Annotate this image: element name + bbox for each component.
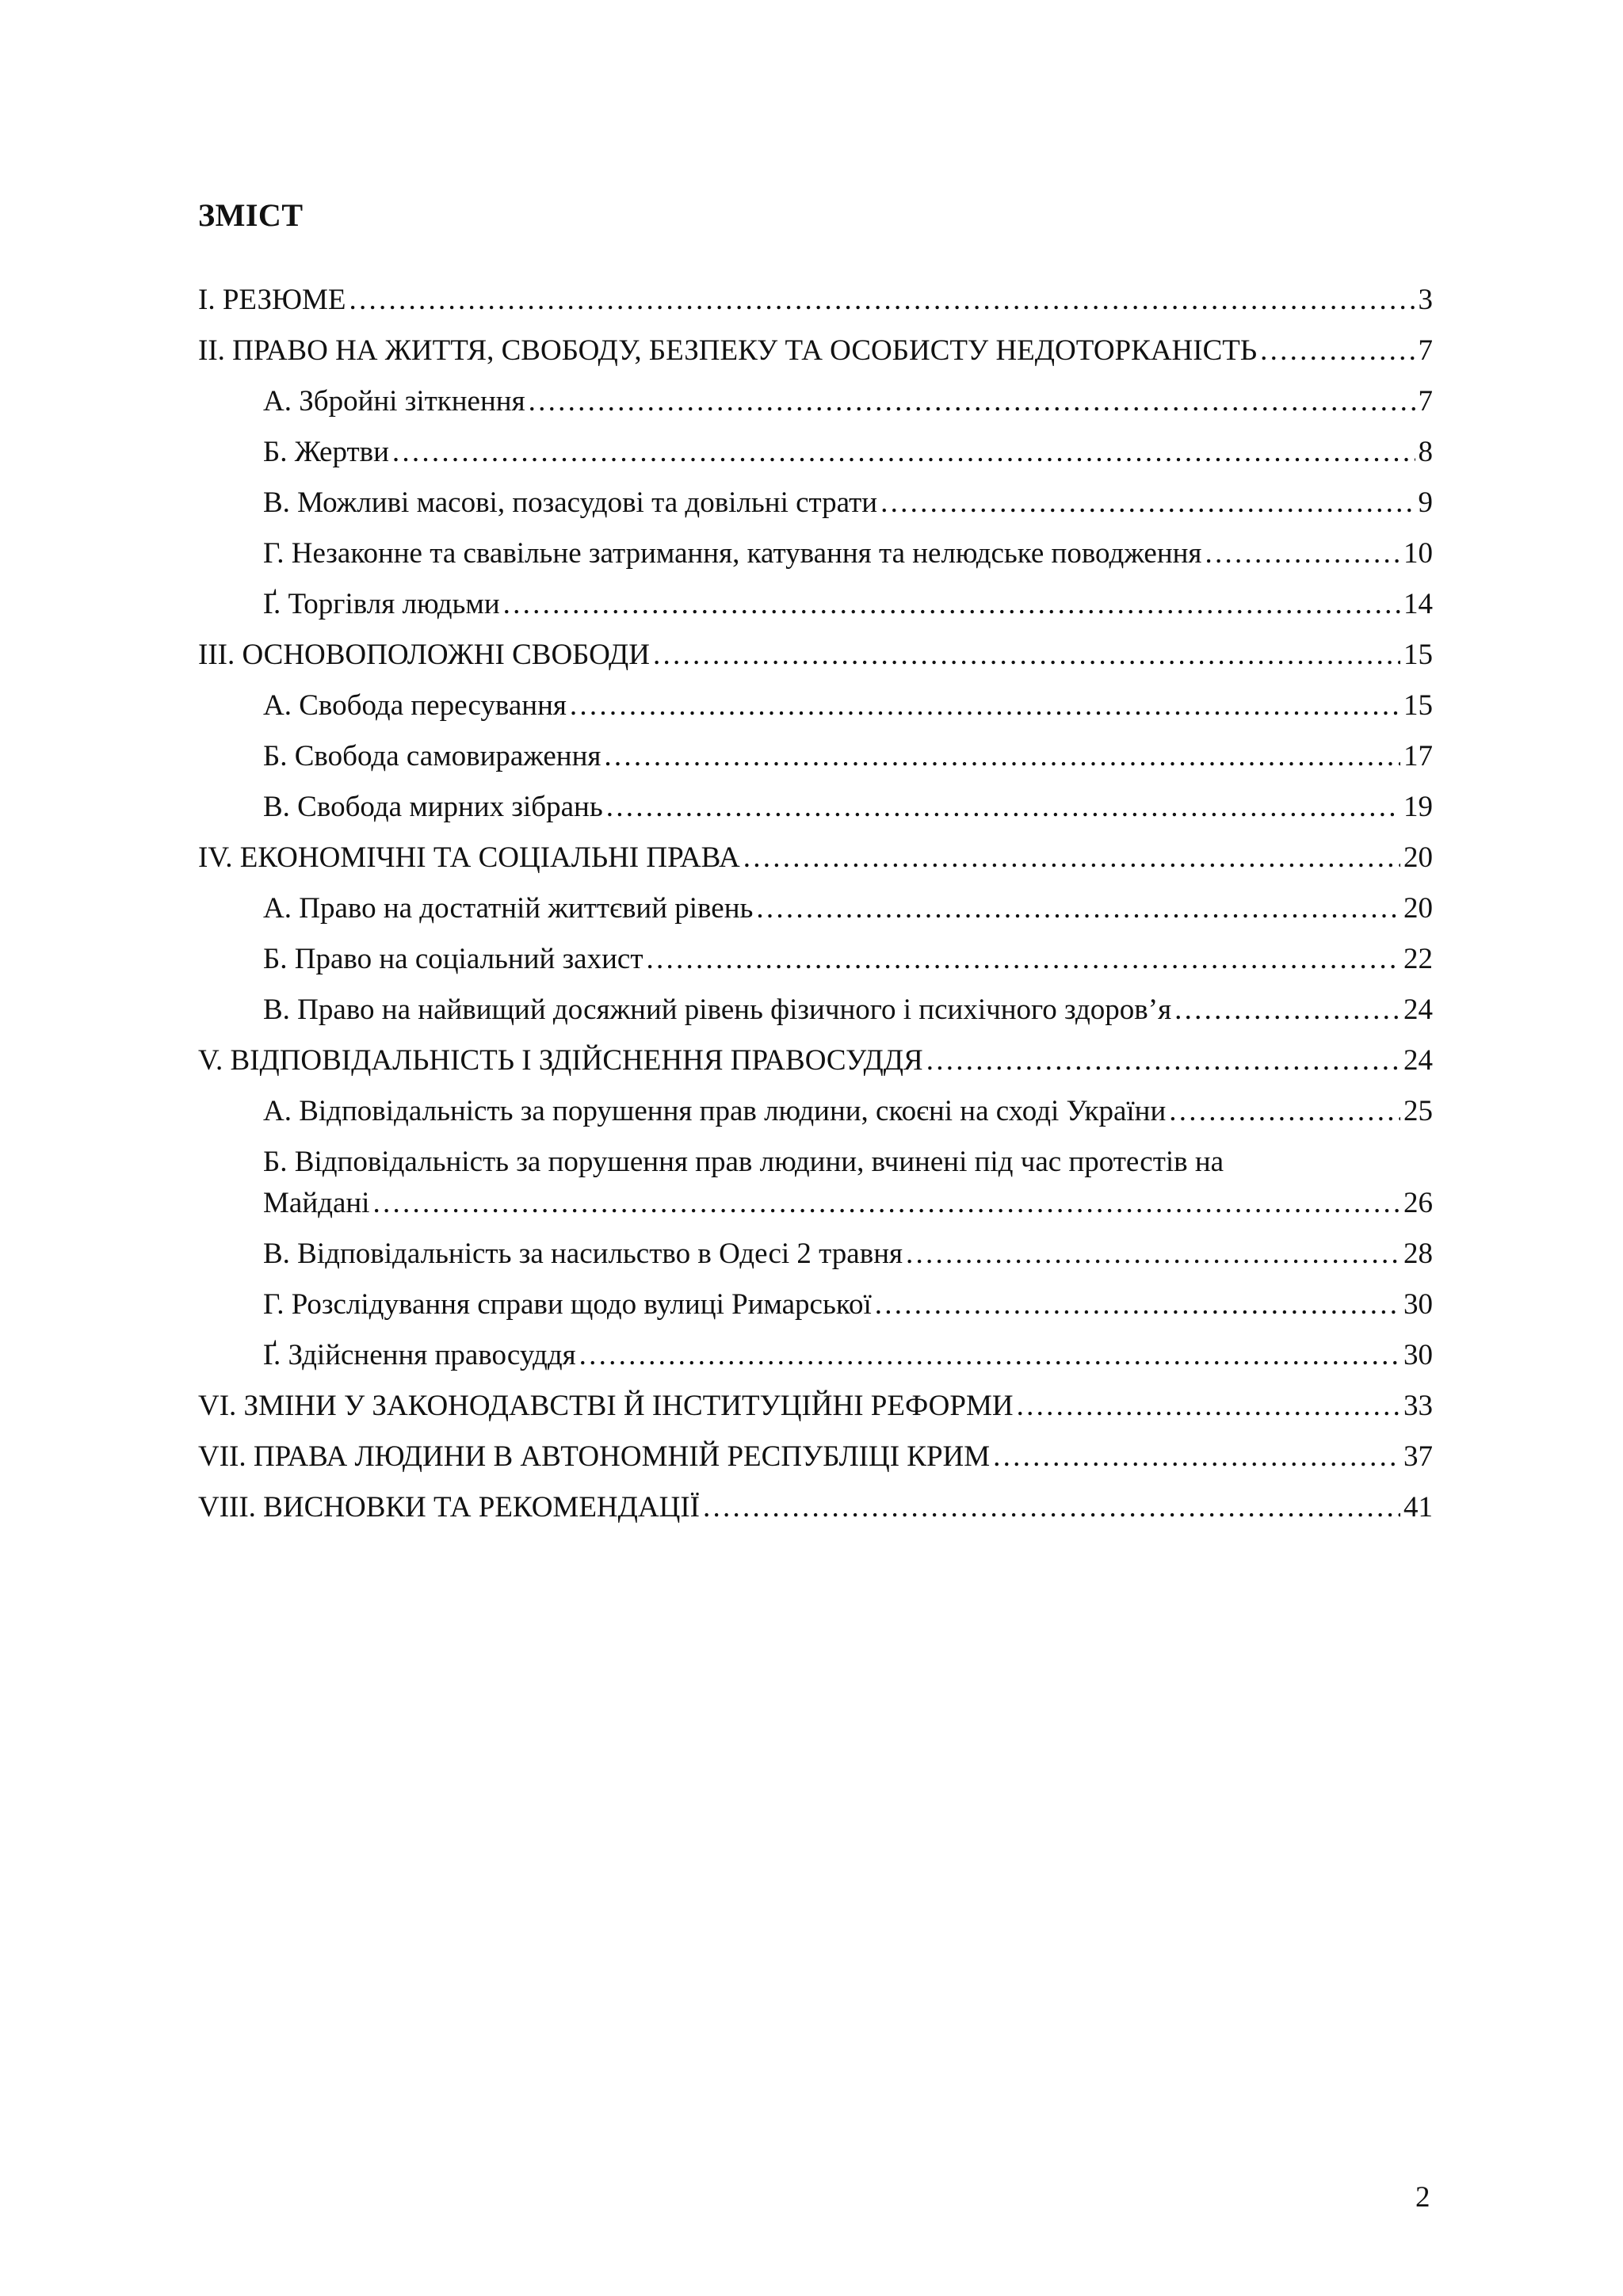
dot-leader (993, 1438, 1400, 1476)
toc-entry-label: Б. Свобода самовираження (263, 740, 601, 772)
toc-entry-page: 33 (1403, 1390, 1433, 1422)
dot-leader (926, 1042, 1400, 1080)
toc-entry-page: 30 (1403, 1288, 1433, 1321)
dot-leader (1017, 1387, 1400, 1425)
toc-entry-label: А. Свобода пересування (263, 689, 567, 722)
dot-leader (1169, 1093, 1400, 1131)
dot-leader (529, 383, 1415, 421)
toc-entry-freedom-expression[interactable] (198, 738, 1433, 776)
dot-leader (349, 281, 1415, 319)
toc-entry-page: 15 (1403, 639, 1433, 671)
dot-leader (570, 687, 1400, 725)
toc-entry-label-line2: Майдані (263, 1187, 370, 1219)
dot-leader (647, 940, 1400, 978)
toc-entry-label: VIII. ВИСНОВКИ ТА РЕКОМЕНДАЦІЇ (198, 1491, 700, 1524)
toc-entry-label: VII. ПРАВА ЛЮДИНИ В АВТОНОМНІЙ РЕСПУБЛІЦІ КРИМ (198, 1440, 991, 1473)
dot-leader (503, 585, 1400, 624)
toc-entry-label: I. РЕЗЮМЕ (198, 284, 346, 316)
toc-entry-page: 20 (1403, 892, 1433, 925)
toc-entry-page: 3 (1418, 284, 1433, 316)
toc-entry-resume[interactable] (198, 281, 1433, 319)
toc-entry-fundamental-freedoms[interactable] (198, 636, 1433, 674)
toc-entry-label: Ґ. Торгівля людьми (263, 588, 500, 620)
toc-entry-label-line1: Б. Відповідальність за порушення прав людини, вчинені під час протестів на (263, 1146, 1224, 1178)
toc-entry-label: В. Можливі масові, позасудові та довільні страти (263, 486, 878, 519)
toc-entry-page: 8 (1418, 436, 1433, 468)
toc-entry-page: 30 (1403, 1339, 1433, 1371)
toc-entry-page: 28 (1403, 1238, 1433, 1270)
toc-entry-victims[interactable] (198, 433, 1433, 471)
toc-entry-label: Г. Розслідування справи щодо вулиці Римарської (263, 1288, 872, 1321)
toc-entry-label: Ґ. Здійснення правосуддя (263, 1339, 576, 1371)
dot-leader (906, 1235, 1400, 1273)
toc-entry-label: В. Право на найвищий досяжний рівень фізичного і психічного здоров’я (263, 994, 1172, 1026)
toc-entry-freedom-movement[interactable] (198, 687, 1433, 725)
toc-entry-label: А. Відповідальність за порушення прав людини, скоєні на сході України (263, 1095, 1167, 1127)
toc-entry-label: Б. Право на соціальний захист (263, 943, 643, 975)
toc-entry-odesa-violence[interactable] (198, 1235, 1433, 1273)
toc-entry-social-protection[interactable] (198, 940, 1433, 978)
toc-entry-administration-justice[interactable] (198, 1337, 1433, 1375)
toc-entry-label: А. Право на достатній життєвий рівень (263, 892, 754, 925)
toc-entry-label: Б. Жертви (263, 436, 389, 468)
toc-entry-accountability-justice[interactable] (198, 1042, 1433, 1080)
toc-entry-label: В. Свобода мирних зібрань (263, 791, 603, 823)
toc-entry-accountability-east[interactable] (198, 1093, 1433, 1131)
dot-leader (1205, 535, 1400, 573)
page-number: 2 (1415, 2181, 1430, 2214)
dot-leader (875, 1286, 1400, 1324)
toc-entry-page: 7 (1418, 385, 1433, 418)
toc-entry-line2 (263, 1184, 1433, 1222)
toc-entry-page: 14 (1403, 588, 1433, 620)
toc-entry-page: 25 (1403, 1095, 1433, 1127)
dot-leader (579, 1337, 1400, 1375)
dot-leader (372, 1184, 1400, 1222)
toc-entry-page: 15 (1403, 689, 1433, 722)
dot-leader (604, 738, 1400, 776)
dot-leader (1174, 991, 1400, 1029)
toc-entry-page: 9 (1418, 486, 1433, 519)
toc-entry-health[interactable] (198, 991, 1433, 1029)
toc-entry-conclusions[interactable] (198, 1489, 1433, 1527)
toc-entry-legislative-reforms[interactable] (198, 1387, 1433, 1425)
toc-entry-armed-clashes[interactable] (198, 383, 1433, 421)
toc-entry-page: 7 (1418, 334, 1433, 367)
toc-entry-page: 26 (1403, 1187, 1433, 1219)
toc-entry-label: II. ПРАВО НА ЖИТТЯ, СВОБОДУ, БЕЗПЕКУ ТА ОСОБИСТУ НЕДОТОРКАНІСТЬ (198, 334, 1258, 367)
toc-entry-label: Г. Незаконне та свавільне затримання, катування та нелюдське поводження (263, 537, 1202, 570)
toc-entry-label: А. Збройні зіткнення (263, 385, 525, 418)
toc-entry-executions[interactable] (198, 484, 1433, 522)
toc-entry-label: III. ОСНОВОПОЛОЖНІ СВОБОДИ (198, 639, 650, 671)
dot-leader (1260, 332, 1415, 370)
toc-entry-label: IV. ЕКОНОМІЧНІ ТА СОЦІАЛЬНІ ПРАВА (198, 841, 740, 874)
toc-entry-right-to-life[interactable] (198, 332, 1433, 370)
dot-leader (756, 890, 1400, 928)
toc-entry-page: 19 (1403, 791, 1433, 823)
toc-entry-accountability-maidan[interactable] (198, 1143, 1433, 1222)
dot-leader (743, 839, 1400, 877)
toc-title: ЗМІСТ (198, 197, 304, 233)
toc-entry-rymarska-investigation[interactable] (198, 1286, 1433, 1324)
dot-leader (606, 788, 1400, 826)
dot-leader (392, 433, 1415, 471)
toc-entry-page: 41 (1403, 1491, 1433, 1524)
dot-leader (653, 636, 1400, 674)
toc-entry-label: V. ВІДПОВІДАЛЬНІСТЬ І ЗДІЙСНЕННЯ ПРАВОСУДДЯ (198, 1044, 923, 1077)
toc-entry-page: 10 (1403, 537, 1433, 570)
toc-entry-detention[interactable] (198, 535, 1433, 573)
toc-entry-economic-social-rights[interactable] (198, 839, 1433, 877)
toc-entry-page: 24 (1403, 994, 1433, 1026)
toc-entry-page: 24 (1403, 1044, 1433, 1077)
toc-entry-standard-of-living[interactable] (198, 890, 1433, 928)
toc-entry-page: 22 (1403, 943, 1433, 975)
table-of-contents (198, 281, 1433, 1539)
toc-entry-crimea[interactable] (198, 1438, 1433, 1476)
toc-entry-page: 20 (1403, 841, 1433, 874)
dot-leader (880, 484, 1415, 522)
toc-entry-page: 37 (1403, 1440, 1433, 1473)
dot-leader (703, 1489, 1400, 1527)
toc-entry-label: В. Відповідальність за насильство в Одесі 2 травня (263, 1238, 903, 1270)
toc-entry-label: VI. ЗМІНИ У ЗАКОНОДАВСТВІ Й ІНСТИТУЦІЙНІ РЕФОРМИ (198, 1390, 1014, 1422)
toc-entry-freedom-assembly[interactable] (198, 788, 1433, 826)
toc-entry-page: 17 (1403, 740, 1433, 772)
toc-entry-trafficking[interactable] (198, 585, 1433, 624)
